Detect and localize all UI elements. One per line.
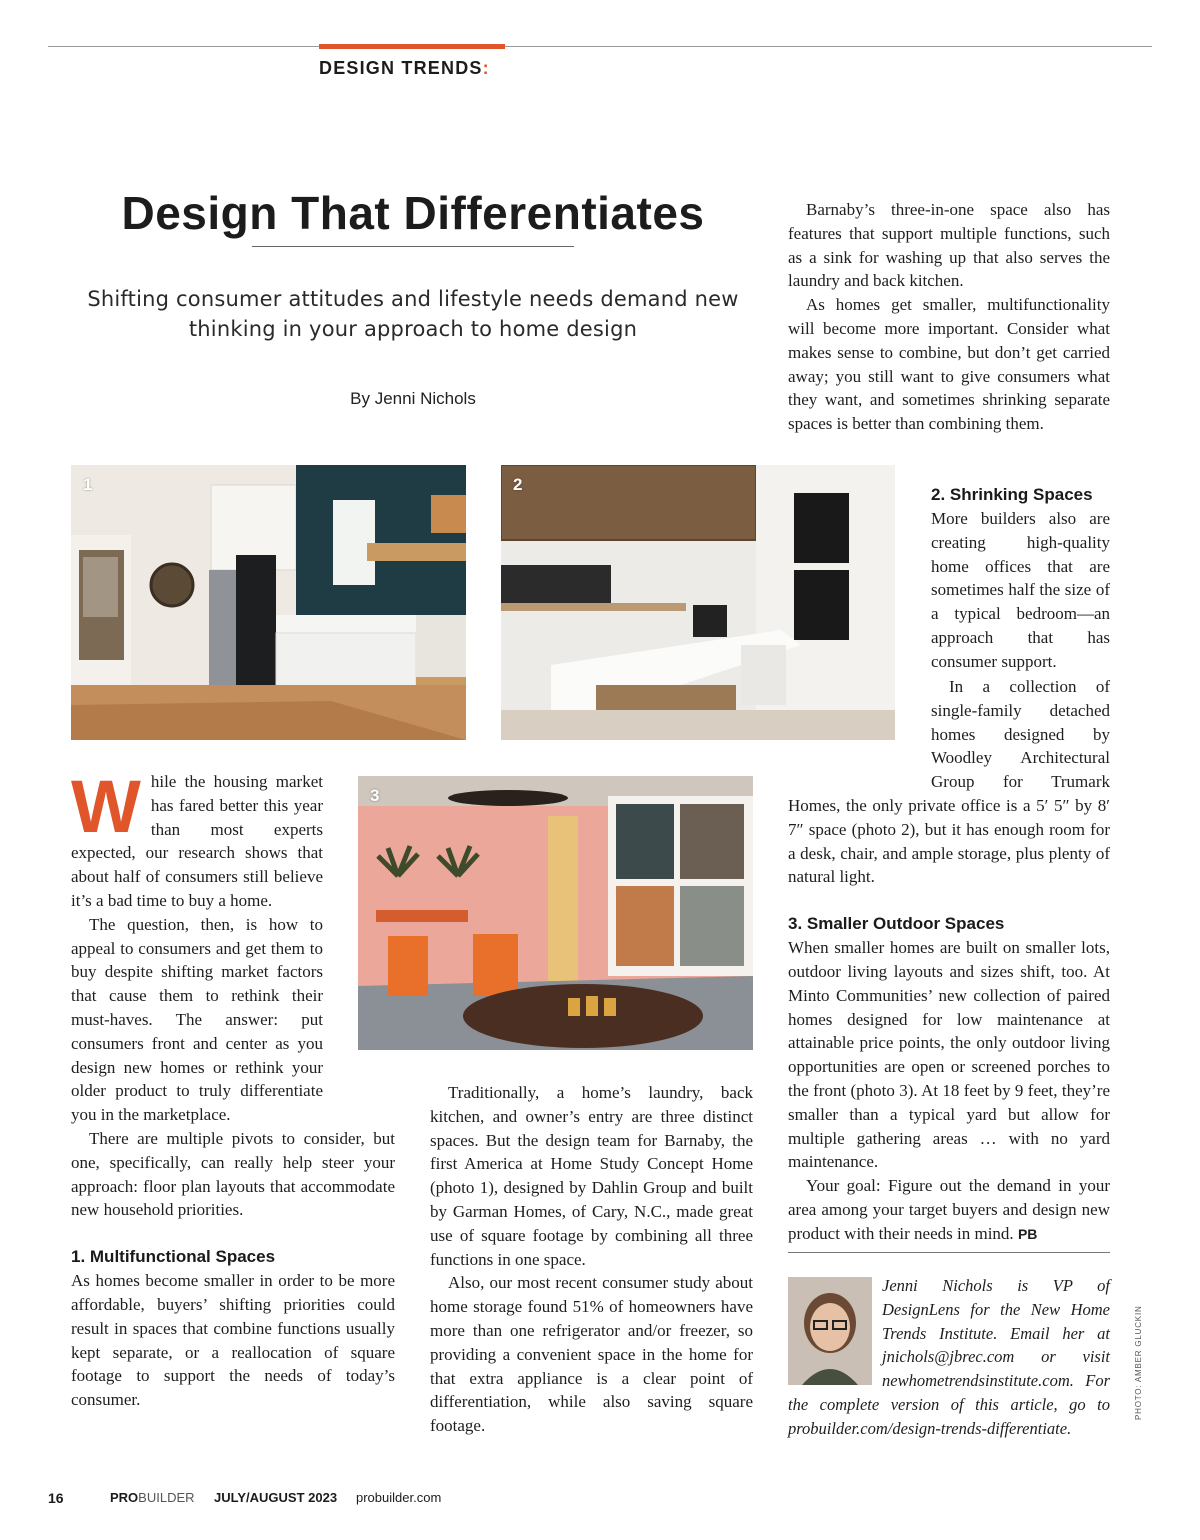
photo-credit: PHOTO: AMBER GLUCKIN: [1134, 1305, 1143, 1420]
page-number: 16: [48, 1490, 64, 1506]
column-2: [430, 1081, 753, 1438]
column3-paragraph-2: As homes get smaller, multifunctionality will become more important. Consider what makes sense to combine, but don’t get carried away; you still want to give consumers what they want, and sometimes shrinking separate spaces is better than combining them.: [788, 295, 1110, 434]
section2-paragraph-2: In a collection of single-family detached homes designed by Woodley Architectural Group for Trumark Homes, the only private office is a 5′ 5″ by 8′ 7″ space (photo 2), but it has enough room for a desk, chair, and ample storage, plus plenty of natural light.: [788, 677, 1110, 887]
column3-paragraph-1: Barnaby’s three-in-one space also has features that support multiple functions, such as a sink for washing up that also serves the laundry and back kitchen.: [788, 200, 1110, 291]
section2-narrow: [931, 483, 1110, 674]
header-rule: [48, 46, 1152, 47]
intro-paragraph: [71, 765, 323, 913]
section-label-colon: :: [482, 58, 490, 78]
spacer: [788, 889, 1110, 912]
photo-number: 3: [370, 786, 380, 805]
article-dek: Shifting consumer attitudes and lifestyle needs demand new thinking in your approach to home design: [87, 287, 739, 341]
section3-paragraph-2: Your goal: Figure out the demand in your area among your target buyers and design new product with their needs in mind. PB: [788, 1176, 1110, 1243]
section-accent-bar: [319, 44, 505, 49]
section-label-text: DESIGN TRENDS: [319, 58, 483, 78]
brand: PROBUILDER: [110, 1490, 195, 1505]
photo-number: 1: [83, 475, 93, 494]
column-3-top: [788, 198, 1110, 436]
section3-paragraph-1: When smaller homes are built on smaller lots, outdoor living layouts and sizes shift, too. At Minto Communities’ new collection of paired homes designed for low maintenance at attainable price points, the only outdoor living opportunities are open or screened porches to the front (photo 3). At 18 feet by 9 feet, they’re smaller than a typical yard but allow for multiple gathering areas … with no yard maintenance.: [788, 938, 1110, 1172]
author-bio: [788, 1274, 1110, 1441]
section2-paragraph-1: More builders also are creating high-quality home offices that are sometimes half the size of a typical bedroom—an approach that has consumer support.: [931, 509, 1110, 671]
porch-illustration: [358, 776, 753, 1050]
column-1: [71, 765, 395, 1412]
spacer: [71, 1222, 395, 1245]
intro-paragraph-3: There are multiple pivots to consider, but one, specifically, can really help steer your approach: floor plan layouts that accommodate new household priorities.: [71, 1128, 395, 1220]
intro-paragraph-2: The question, then, is how to appeal to consumers and get them to buy despite shifting market factors that cause them to rethink their must-haves. The answer: put consumers front and center as you design new homes or rethink your older product to truly differentiate you in the marketplace.: [71, 914, 323, 1125]
byline: By Jenni Nichols: [350, 389, 476, 408]
site-url[interactable]: probuilder.com: [356, 1490, 442, 1505]
section3-heading: 3. Smaller Outdoor Spaces: [788, 914, 1005, 934]
section1-paragraph: As homes become smaller in order to be more affordable, buyers’ shifting priorities could result in spaces that combine functions usually kept separate, or a reallocation of square footage to support the needs of today’s consumer.: [71, 1271, 395, 1410]
photo-porch: [358, 776, 753, 1050]
bio-text: Jenni Nichols is VP of DesignLens for the New Home Trends Institute. Email her at jnichols@jbrec.com or visit newhometrendsinstitute.com. For the complete version of this article, go to probuilder.com/design-trends-differentiate.: [788, 1276, 1110, 1438]
column2-paragraph-2: Also, our most recent consumer study about home storage found 51% of homeowners have more than one refrigerator and/or freezer, so providing a convenient space in the home for that extra appliance is a clear point of differentiation, while also saving square footage.: [430, 1273, 753, 1436]
end-mark: PB: [1017, 1225, 1038, 1242]
section2-wide: [788, 675, 1110, 1247]
article-headline: Design That Differentiates: [121, 187, 705, 239]
photo-kitchen: [71, 465, 466, 740]
dropcap: W: [71, 765, 141, 848]
bio-rule: [788, 1252, 1110, 1253]
headline-rule: [252, 246, 574, 247]
column2-paragraph-1: Traditionally, a home’s laundry, back kitchen, and owner’s entry are three distinct spaces. But the design team for Barnaby, the first America at Home Study Concept Home (photo 1), designed by Dahlin Group and built by Garman Homes, of Cary, N.C., made great use of square footage by combining all three functions in one space.: [430, 1083, 753, 1269]
intro-text: hile the housing market has fared better this year than most experts expected, our research shows that about half of consumers still believe it’s a bad time to buy a home.: [71, 772, 323, 910]
section1-heading: 1. Multifunctional Spaces: [71, 1247, 276, 1267]
photo-number: 2: [513, 475, 523, 494]
issue-date: JULY/AUGUST 2023: [214, 1490, 338, 1505]
section2-heading: 2. Shrinking Spaces: [931, 485, 1093, 504]
float-spacer: [788, 675, 931, 771]
section-label: [319, 58, 490, 79]
kitchen-illustration: [71, 465, 466, 740]
bio-float-spacer: [788, 1274, 882, 1379]
